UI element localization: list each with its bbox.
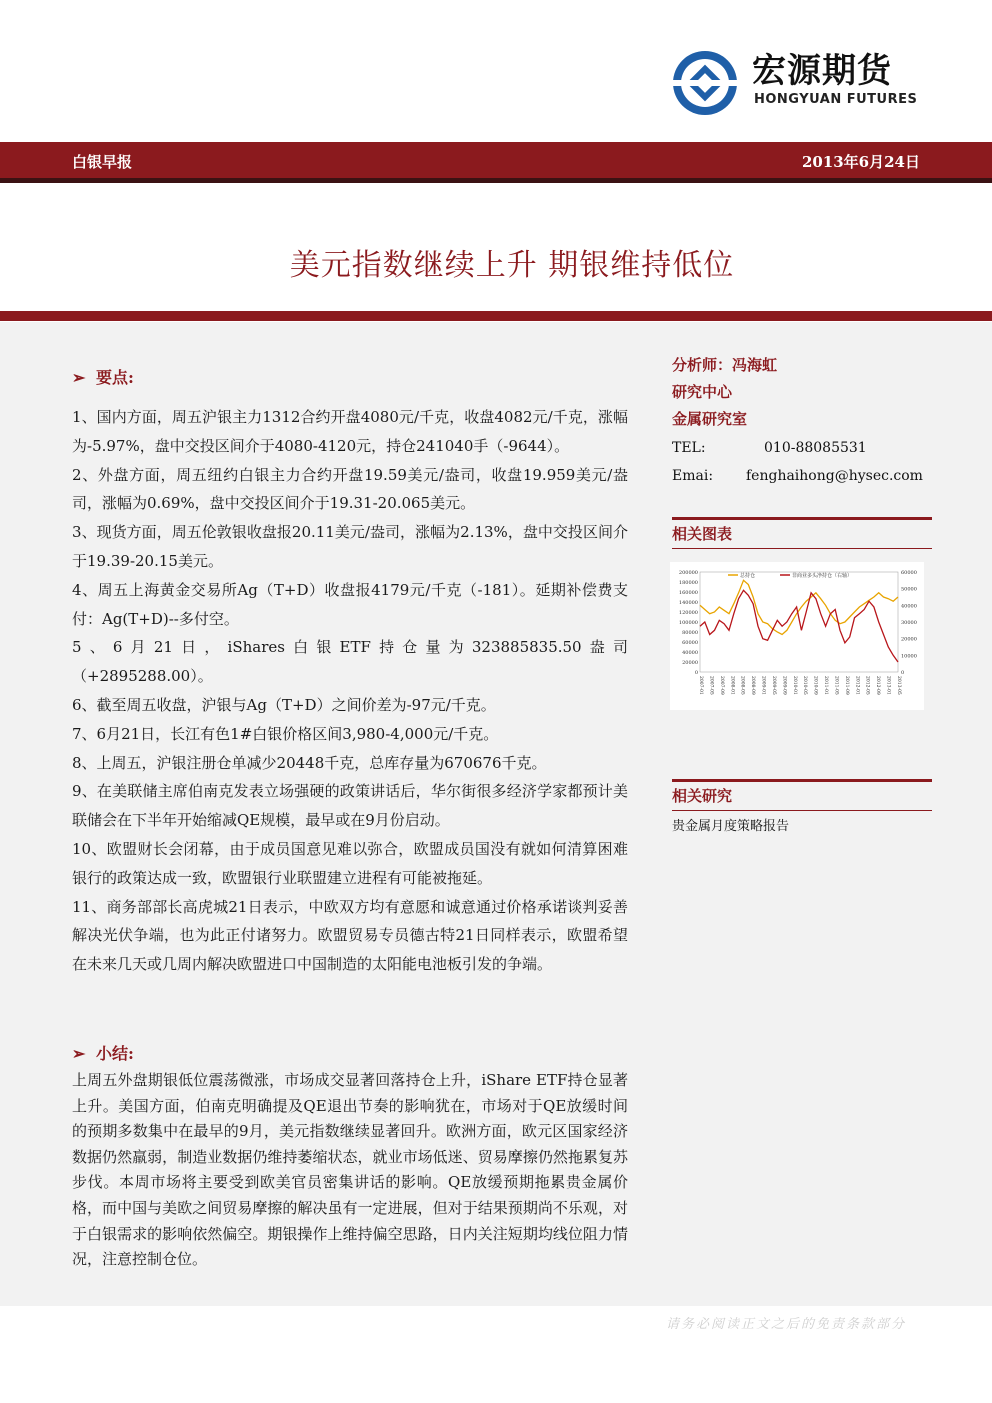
y-left-tick-label: 0 bbox=[694, 670, 698, 676]
y-right-tick-label: 50000 bbox=[901, 586, 917, 593]
key-point-item: 11、商务部部长高虎城21日表示，中欧双方均有意愿和诚意通过价格承诺谈判妥善解决光伏争端，也为此正付诸努力。欧盟贸易专员德古特21日同样表示，欧盟希望在未来几天或几周内解决欧盟进口中国制造的太阳能电池板引发的争端。 bbox=[72, 897, 628, 974]
key-point-item: 4、周五上海黄金交易所Ag（T+D）收盘报4179元/千克（-181）。延期补偿费支付：Ag(T+D)--多付空。 bbox=[72, 580, 628, 628]
summary-text bbox=[72, 1068, 628, 1273]
y-right-tick-label: 10000 bbox=[901, 653, 917, 660]
key-point-item: 5、6月21日，iShares白银ETF持仓量为323885835.50盎司（+2895288.00）。 bbox=[72, 638, 628, 686]
x-tick-label: 2008-01 bbox=[729, 676, 735, 695]
x-tick-label: 2011-09 bbox=[843, 676, 849, 695]
y-left-tick-label: 180000 bbox=[678, 580, 698, 586]
key-point-item: 6、截至周五收盘，沪银与Ag（T+D）之间价差为-97元/千克。 bbox=[72, 695, 496, 714]
y-right-tick-label: 60000 bbox=[901, 570, 917, 576]
research-center: 研究中心 bbox=[672, 383, 733, 401]
y-left-tick-label: 20000 bbox=[682, 660, 698, 666]
legend-label: 非商业多头净持仓（右轴） bbox=[792, 573, 853, 579]
y-left-tick-label: 60000 bbox=[682, 640, 698, 646]
y-left-tick-label: 80000 bbox=[682, 630, 698, 636]
report-title: 美元指数继续上升 期银维持低位 bbox=[289, 248, 735, 283]
logo-emblem-icon bbox=[672, 50, 738, 116]
key-point-item: 1、国内方面，周五沪银主力1312合约开盘4080元/千克，收盘4082元/千克，涨幅为-5.97%，盘中交投区间介于4080-4120元，持仓241040手（-9644）。 bbox=[72, 408, 628, 455]
y-right-tick-label: 20000 bbox=[901, 636, 917, 643]
y-right-tick-label: 0 bbox=[901, 670, 905, 676]
key-point-item: 2、外盘方面，周五纽约白银主力合约开盘19.59美元/盎司，收盘19.959美元/盎司，涨幅为0.69%，盘中交投区间介于19.31-20.065美元。 bbox=[72, 465, 628, 513]
positions-chart bbox=[670, 562, 924, 710]
analyst-name: 分析师：冯海虹 bbox=[672, 356, 778, 374]
logo-chinese-name: 宏源期货 bbox=[752, 51, 892, 91]
logo-english-name: HONGYUAN FUTURES bbox=[754, 92, 918, 107]
analyst-block bbox=[672, 352, 932, 433]
arrow-bullet-icon: ➢ bbox=[72, 368, 86, 387]
disclaimer-note: 请务必阅读正文之后的免责条款部分 bbox=[665, 1317, 906, 1332]
key-point-item: 8、上周五，沪银注册仓单减少20448千克，总库存量为670676千克。 bbox=[72, 753, 547, 772]
positions-chart-svg bbox=[670, 562, 924, 710]
related-charts-heading: 相关图表 bbox=[672, 517, 932, 549]
x-tick-label: 2011-01 bbox=[823, 676, 829, 695]
x-tick-label: 2013-01 bbox=[885, 676, 891, 695]
x-tick-label: 2007-01 bbox=[698, 676, 703, 695]
key-point-item: 9、在美联储主席伯南克发表立场强硬的政策讲话后，华尔街很多经济学家都预计美联储会在下半年开始缩减QE规模，最早或在9月份启动。 bbox=[72, 782, 628, 830]
metal-research-dept: 金属研究室 bbox=[672, 410, 748, 428]
x-tick-label: 2012-05 bbox=[864, 676, 870, 695]
summary-label: 小结: bbox=[96, 1044, 134, 1063]
x-tick-label: 2010-01 bbox=[791, 676, 797, 695]
x-tick-label: 2012-09 bbox=[875, 676, 881, 695]
x-tick-label: 2008-09 bbox=[750, 676, 756, 695]
y-left-tick-label: 100000 bbox=[678, 620, 698, 626]
key-points-list bbox=[72, 403, 628, 979]
key-point-item: 10、欧盟财长会闭幕，由于成员国意见难以弥合，欧盟成员国没有就如何清算困难银行的政策达成一致，欧盟银行业联盟建立进程有可能被拖延。 bbox=[72, 839, 628, 887]
y-left-tick-label: 120000 bbox=[678, 610, 698, 616]
tel-label: TEL: bbox=[672, 440, 706, 456]
key-point-item: 3、现货方面，周五伦敦银收盘报20.11美元/盎司，涨幅为2.13%，盘中交投区间介于19.39-20.15美元。 bbox=[72, 523, 628, 570]
company-logo bbox=[672, 48, 922, 116]
related-research-item[interactable]: 贵金属月度策略报告 bbox=[672, 819, 790, 834]
plot-frame bbox=[700, 572, 898, 672]
y-right-tick-label: 30000 bbox=[901, 620, 917, 626]
x-tick-label: 2009-09 bbox=[781, 676, 787, 695]
email-label: Emai: bbox=[672, 468, 714, 484]
y-left-tick-label: 40000 bbox=[682, 650, 698, 656]
related-research-heading: 相关研究 bbox=[672, 779, 932, 811]
y-right-tick-label: 40000 bbox=[901, 603, 917, 610]
summary-paragraph: 上周五外盘期银低位震荡微涨，市场成交显著回落持仓上升，iShare ETF持仓显著上升。美国方面，伯南克明确提及QE退出节奏的影响犹在，市场对于QE放缓时间的预期多数集中在最早的9月，美元指数继续显著回升。欧洲方面，欧元区国家经济数据仍然羸弱，制造业数据仍维持萎缩状态，就业市场低迷、贸易摩擦仍然拖累复苏步伐。本周市场将主要受到欧美官员密集讲话的影响。QE放缓预期拖累贵金属价格，而中国与美欧之间贸易摩擦的解决虽有一定进展，但对于结果预期尚不乐观，对于白银需求的影响依然偏空。期银操作上维持偏空思路，日内关注短期均线位阻力情况，注意控制仓位。 bbox=[72, 1071, 628, 1269]
y-left-tick-label: 140000 bbox=[678, 600, 698, 606]
key-points-label: 要点: bbox=[96, 368, 134, 387]
x-tick-label: 2009-01 bbox=[760, 676, 766, 695]
x-tick-label: 2010-09 bbox=[812, 676, 818, 695]
x-tick-label: 2012-01 bbox=[854, 676, 860, 695]
x-tick-label: 2010-05 bbox=[802, 676, 808, 695]
x-tick-label: 2007-09 bbox=[718, 676, 724, 695]
header-band-shadow bbox=[0, 178, 992, 183]
legend-label: 总持仓 bbox=[740, 573, 756, 579]
y-left-tick-label: 160000 bbox=[678, 590, 698, 596]
x-tick-label: 2011-05 bbox=[833, 676, 839, 695]
arrow-bullet-icon: ➢ bbox=[72, 1044, 86, 1063]
x-tick-label: 2009-05 bbox=[770, 676, 776, 695]
x-tick-label: 2007-05 bbox=[708, 676, 714, 695]
x-tick-label: 2013-05 bbox=[896, 676, 901, 695]
x-tick-label: 2008-05 bbox=[739, 676, 745, 695]
report-type: 白银早报 bbox=[72, 153, 133, 171]
summary-heading bbox=[72, 1041, 134, 1064]
y-left-tick-label: 200000 bbox=[678, 570, 698, 576]
tel-number: 010-88085531 bbox=[764, 440, 867, 456]
report-date: 2013年6月24日 bbox=[801, 153, 920, 171]
email-link[interactable]: fenghaihong@hysec.com bbox=[746, 468, 923, 484]
key-point-item: 7、6月21日，长江有色1#白银价格区间3,980-4,000元/千克。 bbox=[72, 724, 499, 743]
key-points-heading bbox=[72, 365, 134, 388]
title-band bbox=[0, 311, 992, 321]
